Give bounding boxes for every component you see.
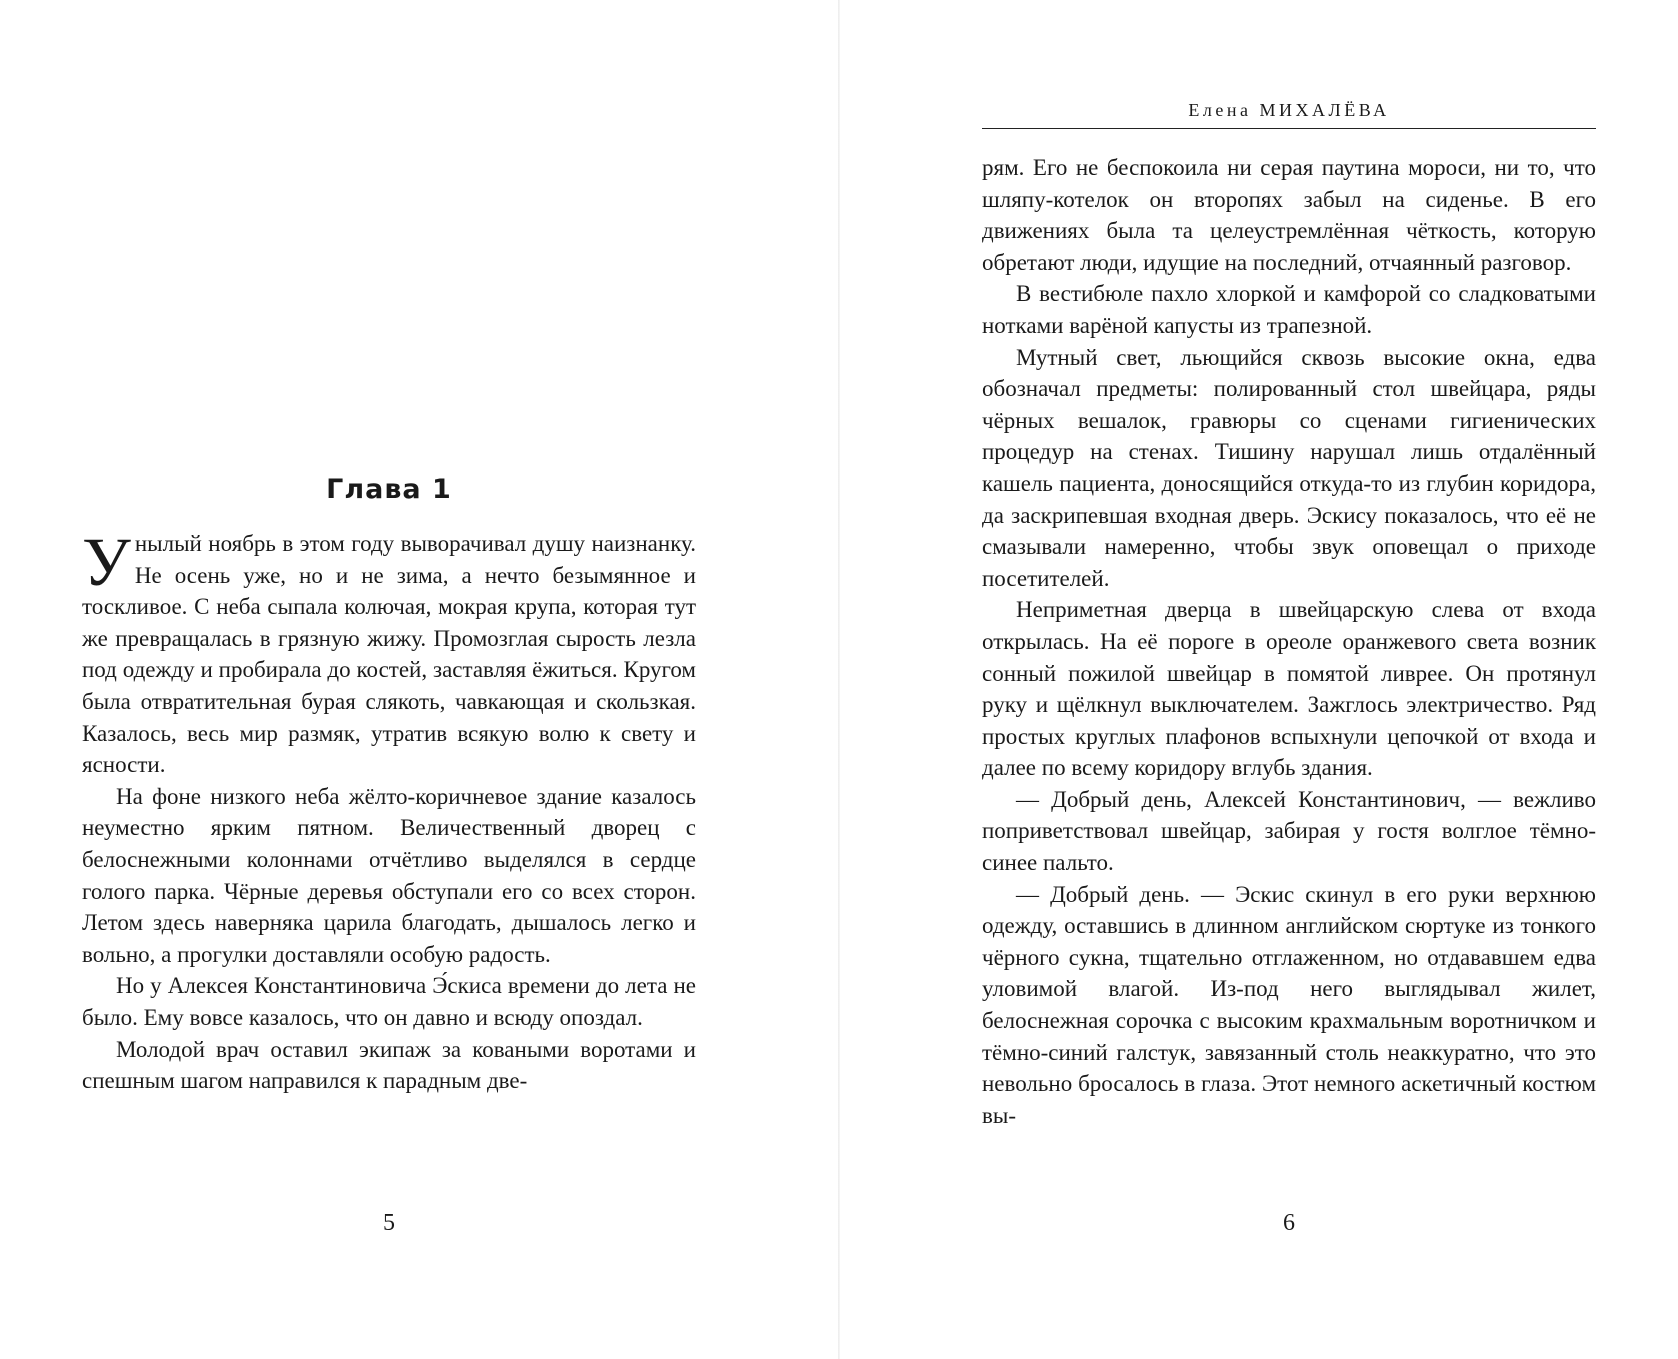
paragraph-8: — Добрый день, Алексей Константинович, — вежливо поприветствовал швейцар, забирая у гостя волглое тёмно-синее пальто. <box>982 786 1596 876</box>
paragraph-7: Неприметная дверца в швейцарскую слева от входа открылась. На её пороге в ореоле оранжевого света возник сонный пожилой швейцар в помятой ливрее. Он протянул руку и щёлкнул выключателем. Зажглось электричество. Ряд простых круглых плафонов вспыхнули цепочкой от входа и далее по всему коридору вглубь здания. <box>982 597 1596 781</box>
page-number-left: 5 <box>383 1210 395 1236</box>
paragraph-4: Молодой врач оставил экипаж за коваными воротами и спешным шагом направился к парадным две- <box>82 1036 696 1094</box>
paragraph-3: Но у Алексея Константиновича Э́скиса времени до лета не было. Ему вовсе казалось, что он давно и всюду опоздал. <box>82 973 696 1030</box>
right-page-text <box>982 152 1596 1131</box>
paragraph-6: Мутный свет, льющийся сквозь высокие окна, едва обозначал предметы: полированный стол швейцара, ряды чёрных вешалок, гравюры со сценами гигиенических процедур на стенах. Тишину нарушал лишь отдалённый кашель пациента, доносящийся откуда-то из глубин коридора, да заскрипевшая входная дверь. Эскису показалось, что её не смазывали намеренно, чтобы звук оповещал о приходе посетителей. <box>982 344 1596 591</box>
right-page <box>840 0 1678 1359</box>
left-page <box>0 0 838 1359</box>
paragraph-1 <box>82 524 696 781</box>
left-page-text <box>82 524 696 1097</box>
paragraph-1-text: нылый ноябрь в этом году выворачивал душу наизнанку. Не осень уже, но и не зима, а нечто безымянное и тоскливое. С неба сыпала колючая, мокрая крупа, которая тут же превращалась в грязную жижу. Промозглая сырость лезла под одежду и пробирала до костей, заставляя ёжиться. Кругом была отвратительная бурая слякоть, чавкающая и скользкая. Казалось, весь мир размяк, утратив всякую волю к свету и ясности. <box>82 531 696 778</box>
chapter-title: Глава 1 <box>326 474 452 505</box>
page-number-right: 6 <box>1283 1210 1295 1236</box>
running-head: Елена МИХАЛЁВА <box>1188 100 1390 120</box>
paragraph-continued: рям. Его не беспокоила ни серая паутина мороси, ни то, что шляпу-котелок он второпях забыл на сиденье. В его движениях была та целеустремлённая чёткость, которую обретают люди, идущие на последний, отчаянный разговор. <box>982 155 1596 275</box>
drop-cap: У <box>82 524 131 600</box>
paragraph-5: В вестибюле пахло хлоркой и камфорой со сладковатыми нотками варёной капусты из трапезной. <box>982 281 1596 338</box>
paragraph-9: — Добрый день. — Эскис скинул в его руки верхнюю одежду, оставшись в длинном английском сюртуке из тонкого чёрного сукна, тщательно отглаженном, но отдававшем едва уловимой влагой. Из-под него выглядывал жилет, белоснежная сорочка с высоким крахмальным воротничком и тёмно-синий галстук, завязанный столь неаккуратно, что это невольно бросалось в глаза. Этот немного аскетичный костюм вы- <box>982 881 1596 1128</box>
paragraph-2: На фоне низкого неба жёлто-коричневое здание казалось неуместно ярким пятном. Величественный дворец с белоснежными колоннами отчётливо выделялся в сердце голого парка. Чёрные деревья обступали его со всех сторон. Летом здесь наверняка царила благодать, дышалось легко и вольно, а прогулки доставляли особую радость. <box>82 783 696 967</box>
header-rule <box>982 128 1596 129</box>
